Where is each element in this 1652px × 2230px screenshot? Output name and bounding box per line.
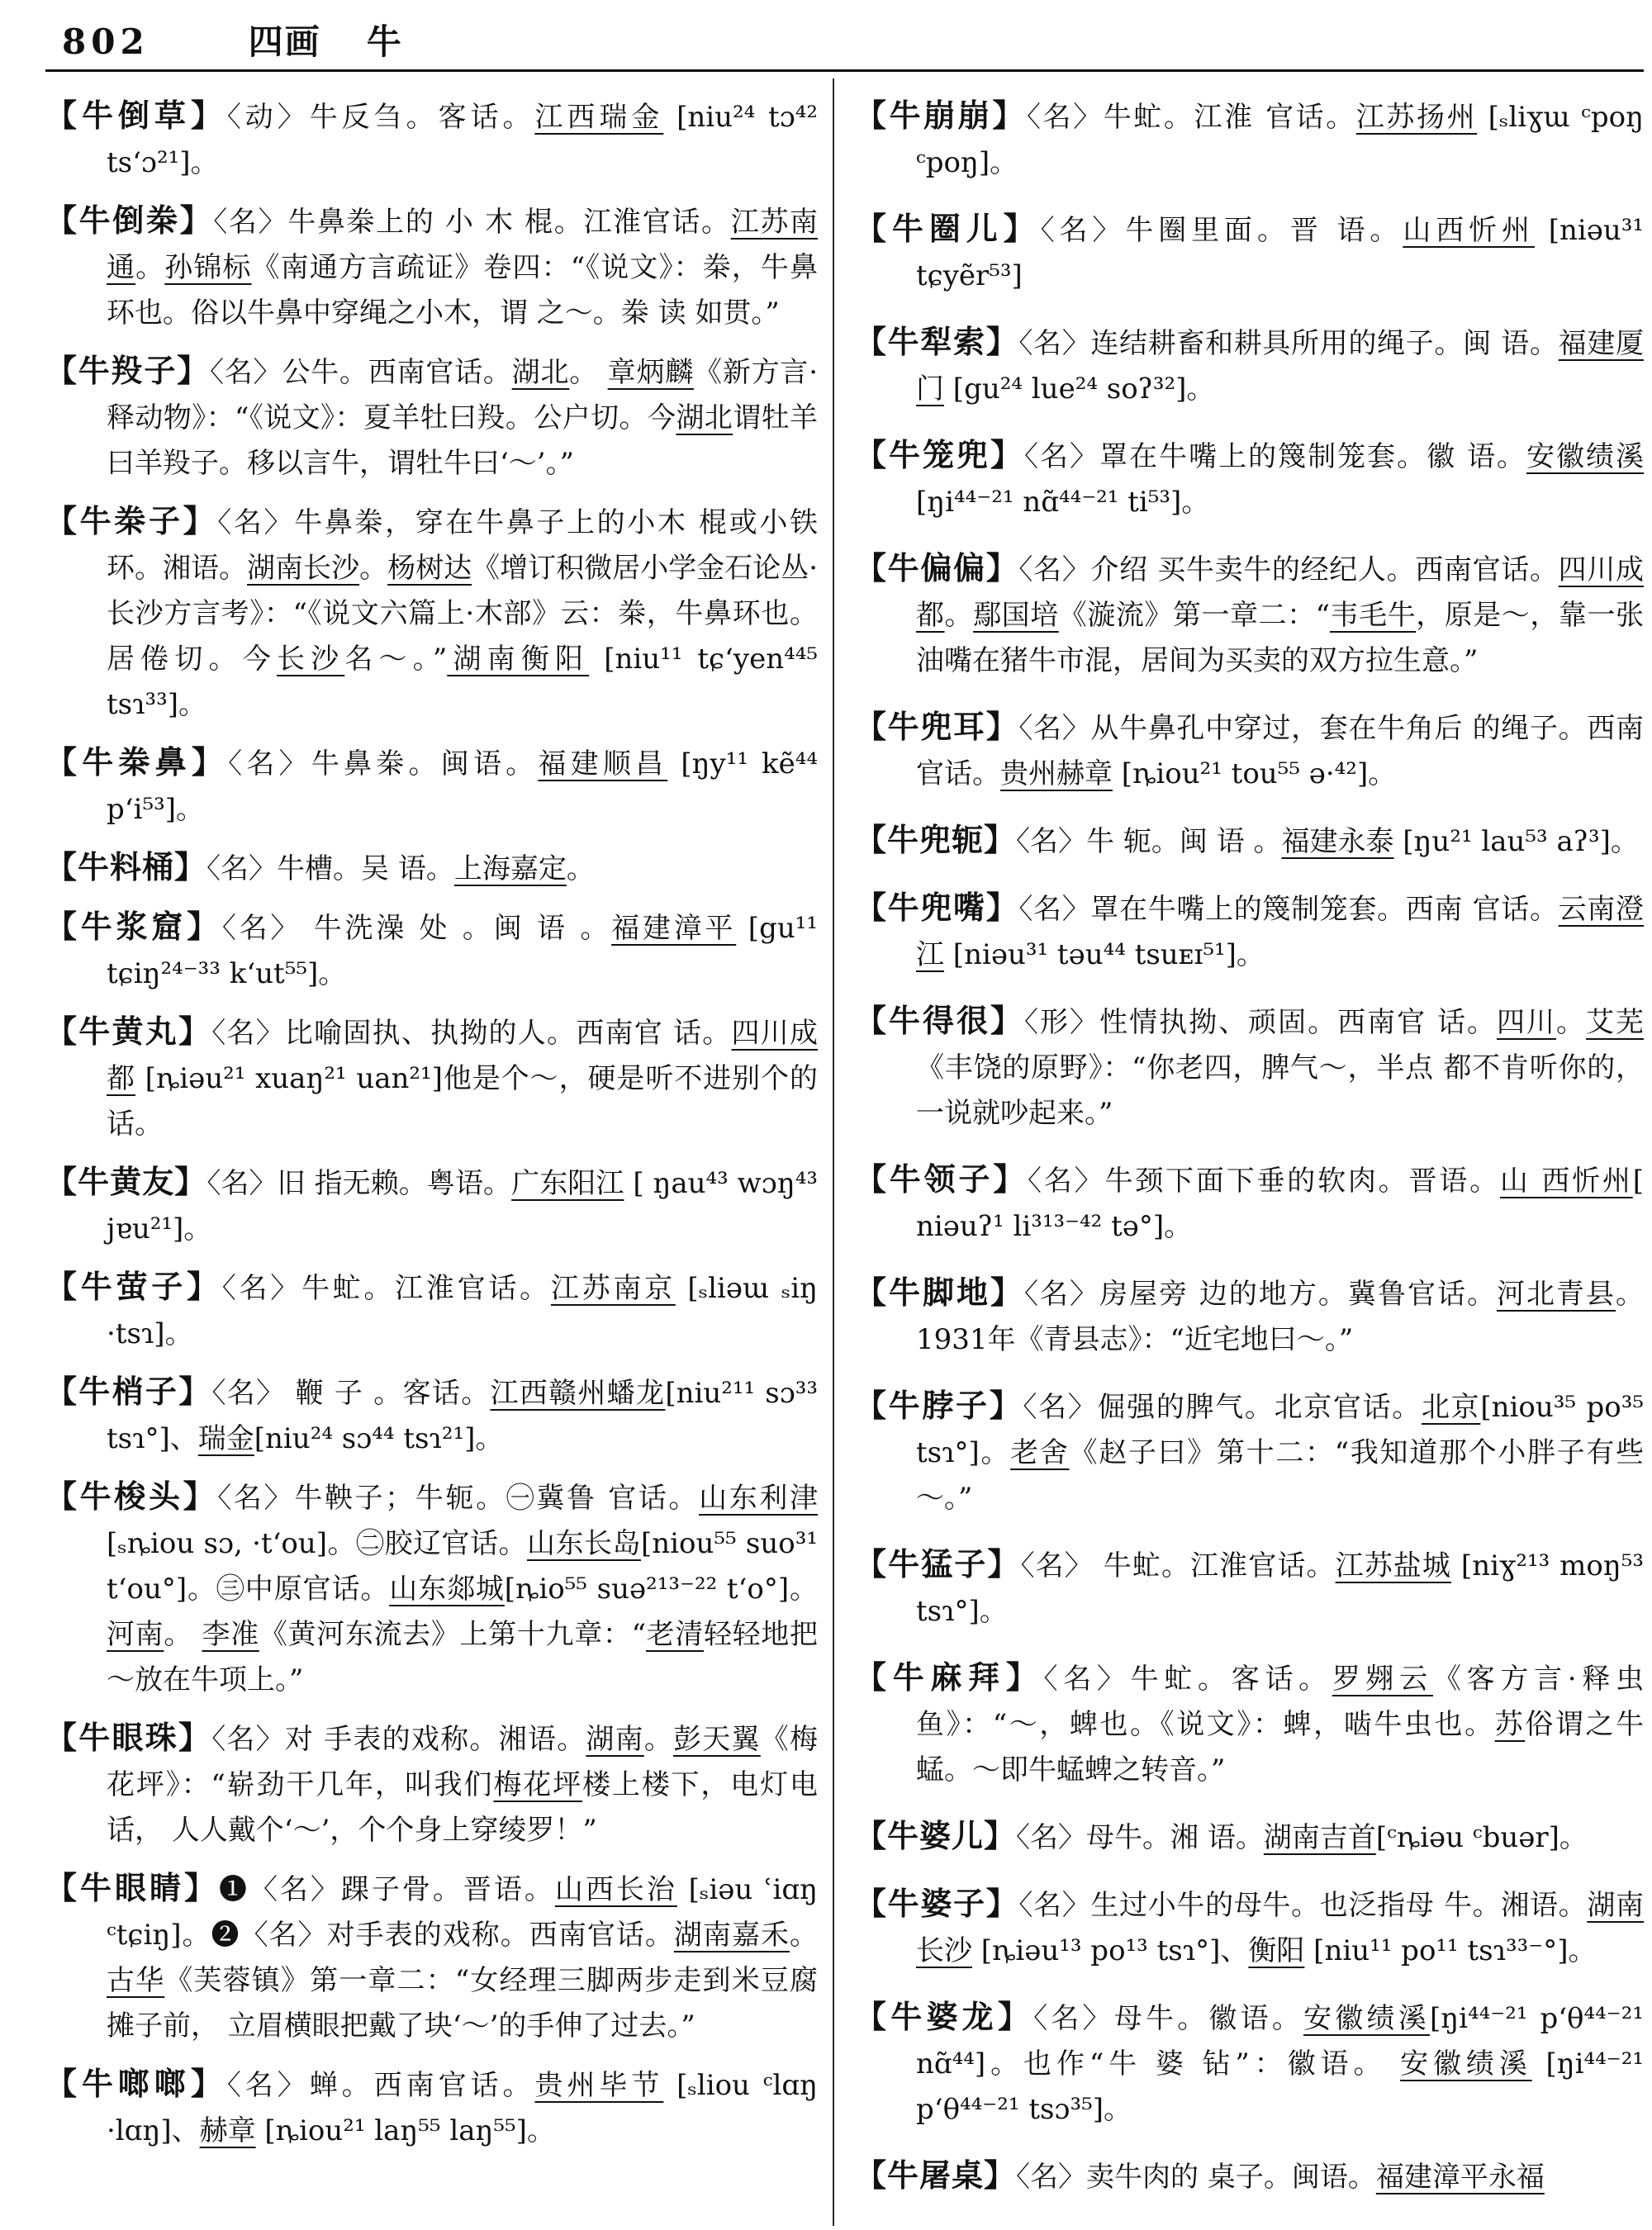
- proper-name: 赫章: [199, 2114, 256, 2147]
- entry-text: [ȵiəu²¹ xuaŋ²¹ uan²¹]他是个～，硬是听不进别个的话。: [107, 1062, 818, 1141]
- entry-text: 〈名〉旧 指无赖。粤语。: [206, 1167, 512, 1200]
- dict-entry-niu-dou-zui: [855, 885, 1644, 978]
- page-number: 802: [62, 21, 150, 62]
- proper-name: 山东郯城: [389, 1573, 505, 1606]
- proper-name: 山西长治: [554, 1873, 677, 1906]
- entry-text: [ ŋau⁴³ wɔŋ⁴³ jɐu²¹]。: [107, 1167, 818, 1245]
- entry-text: 《赵子曰》第十二：“我知道那个小胖子有些～。”: [916, 1436, 1644, 1515]
- proper-name: 上海嘉定: [453, 852, 567, 885]
- entry-text: 《客方言·释虫鱼》：“～，蜱也。《说文》：蜱，啮牛虫也。: [916, 1663, 1644, 1741]
- proper-name: 艾芜: [1586, 1006, 1644, 1039]
- entry-text: [niou⁵⁵ suo³¹ t‘ou°]。㊂中原官话。: [107, 1527, 818, 1606]
- entry-text: 〈动〉牛反刍。客话。: [226, 101, 535, 134]
- entry-text: 〈名〉罩在牛嘴上的篾制笼套。西南 官话。: [1018, 893, 1559, 926]
- proper-name: 江苏盐城: [1335, 1549, 1452, 1582]
- dict-entry-niu-po-long: [855, 1994, 1644, 2133]
- entry-text: 〈名〉蝉。西南官话。: [226, 2069, 535, 2102]
- proper-name: 北京: [1421, 1391, 1481, 1424]
- entry-text: 〈名〉牛槽。吴 语。: [206, 852, 454, 885]
- dict-entry-niu-dou-er: [855, 704, 1644, 797]
- dict-entry-niu-gu-zi: [45, 348, 818, 486]
- proper-name: 湖北: [511, 356, 570, 389]
- entry-text: 《丰饶的原野》：“你老四，脾气～，半点 都不肯听你的，一说就吵起来。”: [916, 1051, 1644, 1130]
- entry-headword: 【牛眼珠】: [45, 1719, 212, 1756]
- proper-name: 老清: [645, 1618, 704, 1651]
- entry-headword: 【牛浆窟】: [45, 908, 222, 945]
- entry-text: [ niəuʔ¹ li³¹³⁻⁴² tə°]。: [916, 1165, 1644, 1243]
- proper-name: 山东长岛: [526, 1527, 641, 1560]
- dict-entry-niu-huang-wan: [45, 1008, 818, 1147]
- entry-text: 〈名〉牛鼻桊上的 小 木 棍。江淮官话。: [213, 206, 731, 239]
- dict-entry-niu-yan-zhu: [45, 1715, 818, 1853]
- dict-entry-niu-yan-jing: [45, 1865, 818, 2049]
- proper-name: 孙锦标: [164, 251, 252, 284]
- dict-entry-niu-dou-e: [855, 817, 1644, 865]
- entry-text: 《梅花坪》：“崭劲干几年，叫我们: [107, 1723, 818, 1801]
- entry-text: 轻轻地把～放在牛项上。”: [107, 1618, 818, 1696]
- entry-text: [niu²¹¹ sɔ³³ tsɿ°]、: [107, 1377, 818, 1455]
- dict-entry-niu-po-zi: [855, 1881, 1644, 1974]
- entry-text: 楼上楼下，电灯电话， 人人戴个‘～’，个个身上穿绫罗！”: [107, 1768, 818, 1847]
- proper-name: 长沙: [276, 643, 345, 676]
- entry-headword: 【牛黄丸】: [45, 1013, 212, 1050]
- entry-text: [niu¹¹ tɕ‘yen⁴⁴⁵ tsɿ³³]。: [107, 643, 818, 721]
- proper-name: 河南: [107, 1618, 164, 1651]
- proper-name: 江西瑞金: [534, 101, 664, 134]
- entry-headword: 【牛婆龙】: [855, 1998, 1034, 2035]
- dict-entry-niu-dao-cao: [45, 93, 818, 186]
- proper-name: 云南澄江: [916, 893, 1644, 971]
- proper-name: 江苏扬州: [1355, 101, 1478, 134]
- entry-text: 〈名〉罩在牛嘴上的篾制笼套。徽 语。: [1024, 440, 1526, 473]
- proper-name: 河北青县: [1496, 1278, 1616, 1311]
- entry-text: 〈名〉牛虻。江淮 官话。: [1026, 101, 1356, 134]
- entry-headword: 【牛桊鼻】: [45, 743, 229, 780]
- proper-name: 湖南衡阳: [447, 643, 590, 676]
- dict-entry-niu-tu-zhuo: [855, 2152, 1644, 2200]
- proper-name: 湖南: [586, 1723, 644, 1756]
- entry-text: [niu¹¹ po¹¹ tsɿ³³⁻°]。: [1304, 1934, 1597, 1967]
- entry-headword: 【牛料桶】: [45, 848, 207, 885]
- entry-text: 。1931年《青县志》：“近宅地曰～。”: [916, 1278, 1644, 1356]
- entry-headword: 【牛萤子】: [45, 1268, 222, 1305]
- entry-text: [ₛȵiou sɔ, ·t‘ou]。㊁胶辽官话。: [107, 1527, 527, 1560]
- proper-name: 韦毛牛: [1330, 599, 1417, 632]
- proper-name: 贵州赫章: [1000, 757, 1113, 790]
- entry-text: 谓牡羊曰羊羖子。移以言牛，谓牡牛曰‘～’。”: [107, 401, 818, 480]
- entry-text: ，原是～，靠一张油嘴在猪牛市混，居间为买卖的双方拉生意。”: [916, 599, 1644, 677]
- entry-text: 〈名〉母牛。徽语。: [1033, 2002, 1304, 2035]
- entry-text: [ŋi⁴⁴⁻²¹ nɑ̃⁴⁴⁻²¹ ti⁵³]。: [916, 486, 1210, 519]
- dict-entry-niu-suo-tou: [45, 1473, 818, 1703]
- entry-text: 〈名〉比喻固执、执拗的人。西南官 话。: [211, 1017, 732, 1050]
- dict-entry-niu-dao-juan: [45, 197, 818, 336]
- dict-entry-niu-beng-beng: [855, 93, 1644, 186]
- dict-entry-niu-li-suo: [855, 319, 1644, 412]
- proper-name: 章炳麟: [607, 356, 695, 389]
- entry-headword: 【牛婆子】: [855, 1885, 1019, 1922]
- entry-text: 〈名〉卖牛肉的 桌子。闽语。: [1016, 2161, 1376, 2194]
- proper-name: 安徽绩溪: [1400, 2047, 1532, 2081]
- entry-text: 。: [643, 1723, 674, 1756]
- entry-headword: 【牛领子】: [855, 1160, 1028, 1198]
- dict-entry-niu-meng-zi: [855, 1541, 1644, 1635]
- entry-text: [ȵio⁵⁵ suə²¹³⁻²² t‘o°]。: [504, 1573, 818, 1606]
- proper-name: 苏: [1494, 1708, 1526, 1741]
- entry-text: 〈名〉牛虻。江淮官话。: [221, 1272, 551, 1305]
- entry-text: [niɣ²¹³ moŋ⁵³ tsɿ°]。: [916, 1549, 1644, 1628]
- entry-text: 〈名〉 鞭 子 。客话。: [211, 1377, 491, 1410]
- dict-entry-niu-jiao-di: [855, 1269, 1644, 1363]
- proper-name: 山 西忻州: [1499, 1165, 1633, 1198]
- entry-text: 〈名〉牛鞅子；牛轭。㊀冀鲁 官话。: [217, 1482, 700, 1515]
- proper-name: 福建漳平: [611, 912, 737, 945]
- entry-headword: 【牛笼兜】: [855, 436, 1025, 473]
- entry-text: [ₛliou ᶜlɑŋ ·lɑŋ]、: [107, 2069, 818, 2147]
- entry-headword: 【牛圈儿】: [855, 210, 1041, 247]
- entry-headword: 【牛倒桊】: [45, 202, 214, 239]
- proper-name: 杨树达: [387, 552, 472, 585]
- dict-entry-niu-jiang-ku: [45, 904, 818, 997]
- proper-name: 湖南长沙: [916, 1889, 1644, 1967]
- entry-headword: 【牛桊子】: [45, 502, 218, 539]
- dict-entry-niu-juan-zi: [45, 498, 818, 728]
- entry-headword: 【牛麻拜】: [855, 1658, 1044, 1696]
- proper-name: 贵州毕节: [534, 2069, 664, 2102]
- entry-text: 《芙蓉镇》第一章二：“女经理三脚两步走到米豆腐摊子前， 立眉横眼把戴了块‘～’的手伸了过去。”: [107, 1964, 818, 2043]
- entry-text: 。: [569, 356, 608, 389]
- entry-text: 〈形〉性情执拗、顽固。西南官 话。: [1024, 1006, 1497, 1039]
- entry-text: [ŋu²¹ lau⁵³ aʔ³]。: [1393, 825, 1639, 858]
- entry-text: 〈名〉从牛鼻孔中穿过，套在牛角后 的绳子。西南官话。: [916, 712, 1644, 790]
- dict-entry-niu-long-dou: [855, 432, 1644, 525]
- header-rule: [45, 69, 1644, 72]
- proper-name: 鄢国培: [973, 599, 1059, 632]
- proper-name: 梅花坪: [493, 1768, 582, 1801]
- right-column: [855, 93, 1644, 2223]
- proper-name: 湖南吉首: [1263, 1821, 1376, 1854]
- entry-text: [ₛliəɯ ₛiŋ ·tsɿ]。: [107, 1272, 818, 1350]
- entry-text: 〈名〉牛鼻桊，穿在牛鼻子上的小木 棍或小铁环。湘语。: [107, 506, 818, 585]
- entry-text: [ᶜȵiəu ᶜbuər]。: [1375, 1821, 1588, 1854]
- proper-name: 湖北: [676, 401, 733, 434]
- entry-text: [ₛliɣɯ ᶜpoŋ ᶜpoŋ]。: [916, 101, 1644, 179]
- entry-text: 俗谓之牛蜢。～即牛蜢蜱之转音。”: [916, 1708, 1644, 1786]
- entry-text: 《南通方言疏证》卷四：“《说文》：桊，牛鼻环也。俗以牛鼻中穿绳之小木，谓 之～。桊 读 如贯。”: [107, 251, 818, 330]
- entry-headword: 【牛羖子】: [45, 352, 210, 389]
- entry-text: [niu²⁴ sɔ⁴⁴ tsɿ²¹]。: [254, 1422, 504, 1455]
- entry-text: 《漩流》第一章二：“: [1058, 599, 1331, 632]
- entry-text: 。: [790, 1919, 818, 1952]
- entry-text: [niəu³¹ tɕyẽr⁵³]: [916, 214, 1644, 292]
- proper-name: 山西忻州: [1403, 214, 1535, 247]
- entry-headword: 【牛屠桌】: [855, 2156, 1017, 2194]
- entry-headword: 【牛犁索】: [855, 323, 1019, 360]
- entry-text: [niəu³¹ təu⁴⁴ tsuᴇɪ⁵¹]。: [944, 938, 1265, 971]
- entry-text: 〈名〉公牛。西南官话。: [209, 356, 512, 389]
- entry-headword: 【牛脖子】: [855, 1387, 1023, 1424]
- entry-text: 〈名〉倔强的脾气。北京官话。: [1023, 1391, 1422, 1424]
- proper-name: 江西赣州蟠龙: [490, 1377, 666, 1410]
- entry-text: 〈名〉牛鼻桊。闽语。: [228, 747, 539, 780]
- entry-headword: 【牛黄友】: [45, 1163, 207, 1200]
- entry-headword: 【牛梢子】: [45, 1373, 212, 1410]
- proper-name: 瑞金: [197, 1422, 254, 1455]
- entry-headword: 【牛偏偏】: [855, 549, 1019, 586]
- dict-entry-niu-shao-zi: [45, 1369, 818, 1462]
- stroke-section-label: 四画: [248, 21, 321, 62]
- dict-entry-niu-huang-you: [45, 1159, 818, 1252]
- entry-text: 〈名〉房屋旁 边的地方。冀鲁官话。: [1024, 1278, 1497, 1311]
- proper-name: 安徽绩溪: [1303, 2002, 1430, 2035]
- left-column: [45, 93, 818, 2223]
- entry-text: 名～。”: [344, 643, 448, 676]
- entry-headword: 【牛脚地】: [855, 1274, 1025, 1311]
- entry-text: 。: [1555, 1006, 1586, 1039]
- entry-text: [ŋi⁴⁴⁻²¹ p‘θ⁴⁴⁻²¹ nɑ̃⁴⁴]。也作“牛 婆 钻”：徽语。: [916, 2002, 1644, 2081]
- proper-name: 山东利津: [699, 1482, 818, 1515]
- proper-name: 李准: [202, 1618, 259, 1651]
- dict-entry-niu-liao-tong: [45, 844, 818, 892]
- dict-entry-niu-lang-lang: [45, 2061, 818, 2154]
- dict-entry-niu-ma-bai: [855, 1654, 1644, 1793]
- entry-text: [ŋi⁴⁴⁻²¹ p‘θ⁴⁴⁻²¹ tsɔ³⁵]。: [916, 2047, 1644, 2126]
- proper-name: 古华: [107, 1964, 165, 1997]
- dict-entry-niu-po-er: [855, 1813, 1644, 1861]
- entry-headword: 【牛兜耳】: [855, 708, 1019, 745]
- proper-name: 衡阳: [1248, 1934, 1305, 1967]
- entry-text: ❶〈名〉踝子骨。晋语。: [218, 1873, 555, 1906]
- entry-text: 〈名〉连结耕畜和耕具所用的绳子。闽 语。: [1018, 327, 1559, 360]
- entry-text: 〈名〉母牛。湘 语。: [1016, 1821, 1264, 1854]
- entry-headword: 【牛眼睛】: [45, 1869, 219, 1906]
- entry-text: 。: [135, 251, 165, 284]
- dict-entry-niu-bo-zi: [855, 1383, 1644, 1521]
- dict-entry-niu-ying-zi: [45, 1264, 818, 1357]
- entry-headword: 【牛兜轭】: [855, 821, 1017, 858]
- entry-text: 《黄河东流去》上第十九章：“: [259, 1618, 646, 1651]
- entry-text: 。: [359, 552, 388, 585]
- entry-text: 〈名〉对 手表的戏称。湘语。: [211, 1723, 586, 1756]
- entry-text: 〈名〉 牛洗澡 处 。闽 语 。: [221, 912, 612, 945]
- entry-text: [gu²⁴ lue²⁴ soʔ³²]。: [944, 372, 1215, 406]
- entry-text: [ȵiəu¹³ po¹³ tsɿ°]、: [972, 1934, 1249, 1967]
- proper-name: 安徽绩溪: [1526, 440, 1644, 473]
- proper-name: 四川成都: [107, 1017, 818, 1095]
- proper-name: 四川成都: [916, 553, 1644, 632]
- proper-name: 彭天翼: [673, 1723, 761, 1756]
- proper-name: 四川: [1496, 1006, 1556, 1039]
- proper-name: 广东阳江: [511, 1167, 624, 1200]
- entry-text: [ₛiəu ʿiɑŋ ᶜtɕiŋ]。❷〈名〉对手表的戏称。西南官话。: [107, 1873, 818, 1952]
- entry-text: [niou³⁵ po³⁵ tsɿ°]。: [916, 1391, 1644, 1469]
- entry-text: 。: [566, 852, 595, 885]
- entry-text: 〈名〉生过小牛的母牛。也泛指母 牛。湘语。: [1018, 1889, 1588, 1922]
- entry-text: 〈名〉牛颈下面下垂的软肉。晋语。: [1028, 1165, 1500, 1198]
- entry-text: 〈名〉牛虻。客话。: [1043, 1663, 1332, 1696]
- entry-text: 。: [164, 1618, 202, 1651]
- proper-name: 福建厦门: [916, 327, 1644, 406]
- entry-text: [ȵiou²¹ tou⁵⁵ ə·⁴²]。: [1113, 757, 1397, 790]
- proper-name: 老舍: [1010, 1436, 1070, 1469]
- entry-text: 〈名〉牛圈里面。晋 语。: [1040, 214, 1403, 247]
- entry-text: [ŋy¹¹ kẽ⁴⁴ p‘i⁵³]。: [107, 747, 818, 826]
- proper-name: 福建顺昌: [538, 747, 668, 780]
- dict-entry-niu-de-hen: [855, 998, 1644, 1136]
- radical-label: 牛: [366, 21, 403, 62]
- dict-entry-niu-ling-zi: [855, 1156, 1644, 1250]
- dict-entry-niu-pian-pian: [855, 545, 1644, 684]
- dict-entry-niu-juan-bi: [45, 739, 818, 833]
- entry-text: 〈名〉介绍 买牛卖牛的经纪人。西南官话。: [1018, 553, 1559, 586]
- entry-text: 〈名〉牛 轭。闽 语 。: [1016, 825, 1282, 858]
- entry-headword: 【牛啷啷】: [45, 2065, 227, 2102]
- entry-headword: 【牛梭头】: [45, 1478, 218, 1515]
- proper-name: 罗翙云: [1332, 1663, 1433, 1696]
- entry-headword: 【牛兜嘴】: [855, 889, 1019, 926]
- entry-text: [gu¹¹ tɕiŋ²⁴⁻³³ k‘ut⁵⁵]。: [107, 912, 818, 990]
- entry-text: 《增订积微居小学金石论丛·长沙方言考》：“《说文六篇上·木部》云：桊，牛鼻环也。居倦切。今: [107, 552, 818, 676]
- entry-headword: 【牛婆儿】: [855, 1817, 1017, 1854]
- column-divider: [833, 78, 834, 2226]
- entry-headword: 【牛崩崩】: [855, 97, 1027, 134]
- proper-name: 江苏南京: [550, 1272, 676, 1305]
- proper-name: 湖南长沙: [247, 552, 360, 585]
- entry-text: [ȵiou²¹ laŋ⁵⁵ laŋ⁵⁵]。: [255, 2114, 555, 2147]
- entry-text: 。: [944, 599, 974, 632]
- entry-text: 《新方言·释动物》：“《说文》：夏羊牡曰羖。公户切。今: [107, 356, 818, 434]
- proper-name: 湖南嘉禾: [673, 1919, 790, 1952]
- proper-name: 福建漳平永福: [1375, 2161, 1545, 2194]
- proper-name: 福建永泰: [1281, 825, 1394, 858]
- dict-entry-niu-quan-er: [855, 206, 1644, 299]
- entry-headword: 【牛猛子】: [855, 1545, 1021, 1582]
- entry-headword: 【牛倒草】: [45, 97, 227, 134]
- entry-headword: 【牛得很】: [855, 1002, 1025, 1039]
- proper-name: 江苏南通: [107, 206, 818, 284]
- entry-text: 〈名〉 牛虻。江淮官话。: [1020, 1549, 1336, 1582]
- running-head: [62, 15, 403, 64]
- entry-text: [niu²⁴ tɔ⁴² ts‘ɔ²¹]。: [107, 101, 818, 179]
